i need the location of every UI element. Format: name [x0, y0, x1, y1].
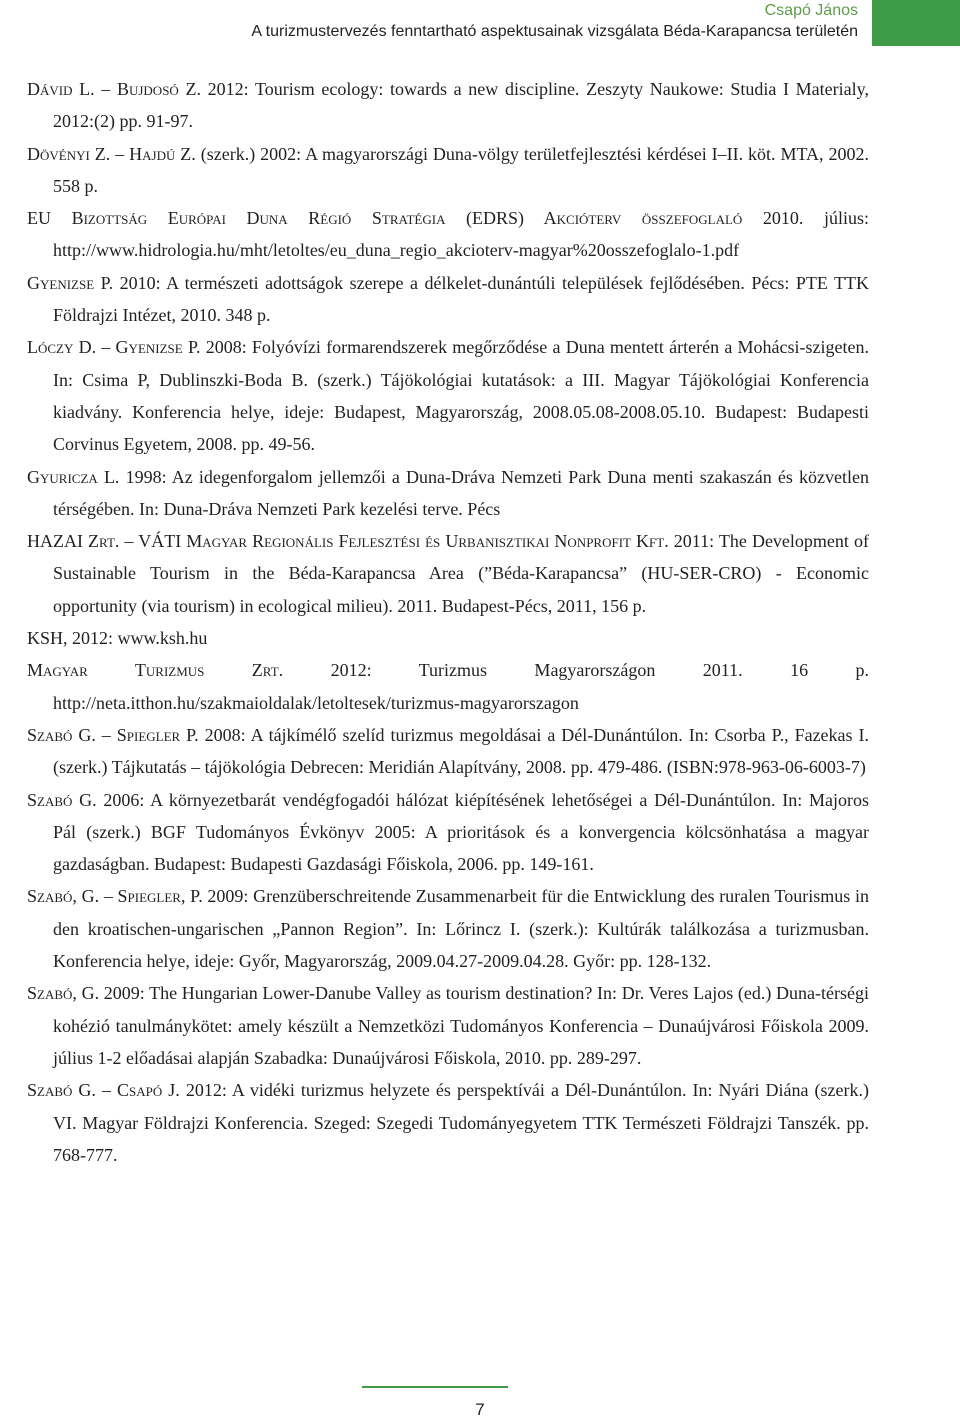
reference-authors: Szabó G. — [27, 789, 97, 810]
reference-entry — [27, 267, 869, 332]
reference-text: 2010: A természeti adottságok szerepe a délkelet-dunántúli települések fejlődésében. Pécs: PTE TTK Földrajzi Intézet, 2010. 348 p. — [53, 272, 869, 326]
reference-text: 2006: A környezetbarát vendégfogadói hálózat kiépítésének lehetőségei a Dél-Dunántúlon. In: Majoros Pál (szerk.) BGF Tudományos Évkönyv 2005: A prioritások és a konvergencia kölcsönhatása a magyar gazdaságban. Budapest: Budapesti Gazdasági Főiskola, 2006. pp. 149-161. — [53, 789, 869, 875]
reference-entry — [27, 202, 869, 267]
reference-authors: Gyenizse P. — [27, 272, 114, 293]
reference-authors: Lóczy D. – Gyenizse P. — [27, 337, 201, 358]
reference-text: 2009: The Hungarian Lower-Danube Valley as tourism destination? In: Dr. Veres Lajos (ed.) Duna-térségi kohézió tanulmánykötet: amely készült a Nemzetközi Tudományos Konferencia – Dunaújvárosi Főiskola 2009. július 1-2 előadásai alapján Szabadka: Dunaújvárosi Főiskola, 2010. pp. 289-297. — [53, 983, 869, 1068]
reference-entry — [27, 331, 869, 460]
reference-text: 1998: Az idegenforgalom jellemzői a Duna-Dráva Nemzeti Park Duna menti szakaszán és közvetlen térségében. In: Duna-Dráva Nemzeti Park kezelési terve. Pécs — [53, 466, 869, 519]
reference-authors: Gyuricza L. — [27, 466, 120, 487]
reference-entry — [27, 138, 869, 203]
reference-entry — [27, 1074, 869, 1171]
reference-authors: HAZAI Zrt. – VÁTI Magyar Regionális Fejlesztési és Urbanisztikai Nonprofit Kft. — [27, 531, 669, 552]
reference-text: KSH, 2012: www.ksh.hu — [27, 628, 208, 649]
reference-text: 2011: The Development of Sustainable Tourism in the Béda-Karapancsa Area (”Béda-Karapancsa” (HU-SER-CRO) - Economic opportunity (via tourism) in ecological milieu). 2011. Budapest-Pécs, 2011, 156 p. — [53, 531, 869, 616]
reference-authors: Szabó G. – Csapó J. — [27, 1080, 180, 1101]
reference-entry — [27, 461, 869, 526]
reference-list — [27, 73, 869, 1171]
reference-text: (szerk.) 2002: A magyarországi Duna-völgy területfejlesztési kérdései I–II. köt. MTA, 2002. 558 p. — [53, 143, 869, 196]
reference-text: 2012: A vidéki turizmus helyzete és perspektívái a Dél-Dunántúlon. In: Nyári Diána (szerk.) VI. Magyar Földrajzi Konferencia. Szeged: Szegedi Tudományegyetem TTK Természeti Földrajzi Tanszék. pp. 768-777. — [53, 1080, 869, 1165]
reference-authors: Dávid L. – Bujdosó Z. — [27, 79, 201, 99]
reference-entry — [27, 525, 869, 622]
reference-entry — [27, 654, 869, 719]
header-author: Csapó János — [764, 2, 858, 19]
header-color-block — [872, 0, 960, 46]
running-header — [0, 0, 960, 52]
reference-authors: Dövényi Z. – Hajdú Z. — [27, 143, 196, 164]
reference-entry — [27, 719, 869, 784]
header-title: A turizmustervezés fenntartható aspektusainak vizsgálata Béda-Karapancsa területén — [251, 23, 858, 40]
reference-text: 2010. július: http://www.hidrologia.hu/mht/letoltes/eu_duna_regio_akcioterv-magyar%20osszefoglalo-1.pdf — [53, 208, 869, 261]
page-number: 7 — [475, 1400, 485, 1419]
reference-authors: Szabó, G. – Spiegler, P. — [27, 886, 203, 907]
reference-text: 2012: Turizmus Magyarországon 2011. 16 p. http://neta.itthon.hu/szakmaioldalak/letoltesek/turizmus-magyarorszagon — [53, 660, 869, 713]
footer-rule — [362, 1386, 508, 1388]
reference-entry — [27, 622, 869, 654]
reference-text: 2008: Folyóvízi formarendszerek megőrződése a Duna mentett árterén a Mohácsi-szigeten. In: Csima P, Dublinszki-Boda B. (szerk.) Tájökológiai kutatások: a III. Magyar Tájökológiai Konferencia kiadvány. Konferencia helye, ideje: Budapest, Magyarország, 2008.05.08-2008.05.10. Budapest: Budapesti Corvinus Egyetem, 2008. pp. 49-56. — [53, 337, 869, 455]
reference-text: 2009: Grenzüberschreitende Zusammenarbeit für die Entwicklung des ruralen Tourismus in den kroatischen-ungarischen „Pannon Region”. In: Lőrincz I. (szerk.): Kultúrák találkozása a turizmusban. Konferencia helye, ideje: Győr, Magyarország, 2009.04.27-2009.04.28. Győr: pp. 128-132. — [53, 886, 869, 972]
reference-entry — [27, 784, 869, 881]
reference-text: 2012: Tourism ecology: towards a new discipline. Zeszyty Naukowe: Studia I Materialy, 2012:(2) pp. 91-97. — [53, 79, 869, 132]
reference-entry — [27, 73, 869, 138]
reference-text: 2008: A tájkímélő szelíd turizmus megoldásai a Dél-Dunántúlon. In: Csorba P., Fazekas I. (szerk.) Tájkutatás – tájökológia Debrecen: Meridián Alapítvány, 2008. pp. 479-486. (ISBN:978-963-06-6003-7) — [53, 724, 869, 778]
reference-entry — [27, 977, 869, 1074]
reference-authors: Magyar Turizmus Zrt. — [27, 660, 284, 681]
reference-authors: EU Bizottság Európai Duna Régió Stratégia (EDRS) Akcióterv összefoglaló — [27, 208, 743, 229]
reference-entry — [27, 880, 869, 977]
reference-authors: Szabó G. – Spiegler P. — [27, 724, 199, 745]
reference-authors: Szabó, G. — [27, 983, 100, 1004]
